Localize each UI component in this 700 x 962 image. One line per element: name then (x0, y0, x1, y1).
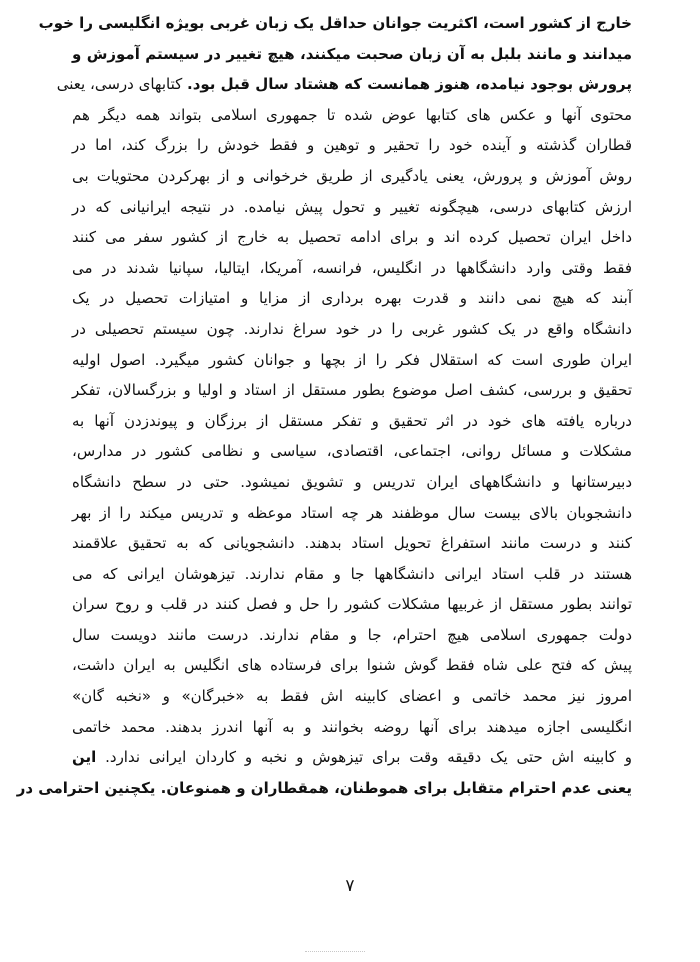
text-line (16, 773, 632, 804)
text-line (56, 69, 632, 100)
normal-text: دانشگاه واقع در یک کشور غربی را در خود سراغ ندارند. چون سیستم تحصیلی در (72, 319, 632, 338)
normal-text: توانند بطور مستقل از غربیها مشکلات کشور را حل و فصل کنند در قلب و روح سران (72, 595, 632, 614)
text-line (72, 100, 632, 131)
text-line (72, 406, 632, 437)
text-line (72, 222, 632, 253)
normal-text: قطاران گذشته و آینده خود را تحقیر و توهین و فقط خودش را بزرگ کند، اما در (72, 136, 632, 155)
text-line (72, 620, 632, 651)
text-line (72, 314, 632, 345)
normal-text: انگلیسی اجازه میدهند برای آنها روضه بخوانند و به آنها اندرز بدهند. محمد خاتمی (72, 717, 632, 736)
normal-text: پیش که فتح علی شاه فقط گوش شنوا برای فرستاده های انگلیس به ایران داشت، (72, 656, 632, 675)
text-line (72, 467, 632, 498)
text-line (38, 8, 632, 39)
text-line (72, 283, 632, 314)
text-line (72, 436, 632, 467)
text-line (72, 130, 632, 161)
normal-text: ایران طوری است که استقلال فکر را از بچها و جوانان کشور میگیرد. اصول اولیه (72, 350, 632, 369)
normal-text: تحقیق و بررسی، کشف اصل موضوع بطور مستقل از استاد و اولیا و بزرگسالان، تفکر (72, 381, 632, 400)
normal-text: ارزش کتابهای درسی، هیچگونه تغییر و تحول پیش نیامده. در نتیجه ایرانیانی که در (72, 197, 632, 216)
body-text (16, 8, 632, 803)
text-line (72, 498, 632, 529)
normal-text: محتوی آنها و عکس های کتابها عوض شده تا جمهوری اسلامی بتواند همه دیگر هم (72, 105, 632, 124)
text-line (72, 528, 632, 559)
bold-text: این (72, 748, 97, 767)
text-line (72, 559, 632, 590)
text-line (72, 253, 632, 284)
bold-text: پرورش بوجود نیامده، هنوز همانست که هشتاد سال قبل بود. (187, 75, 632, 94)
bold-text: یعنی عدم احترام متقابل برای هموطنان، همقطاران و همنوعان. یکچنین احترامی در (16, 778, 632, 797)
normal-text: هستند در قلب استاد ایرانی دانشگاهها جا و مقام ندارند. تیزهوشان ایرانی که می (72, 564, 632, 583)
page-number: ۷ (345, 876, 355, 896)
normal-text: مشکلات و مسائل روانی، اجتماعی، اقتصادی، سیاسی و نظامی کشور در مدارس، (72, 442, 632, 461)
text-line (72, 712, 632, 743)
normal-text: فقط وقتی وارد دانشگاهها در انگلیس، فرانسه، آمریکا، ایتالیا، سپانیا شدند در می (72, 258, 632, 277)
book-page (16, 8, 632, 962)
normal-text: و کابینه اش حتی یک دقیقه وقت برای تیزهوش و نخبه و کاردان ایرانی ندارد. (96, 748, 632, 767)
normal-text: روش آموزش و پرورش، یعنی یادگیری از طریق خرخوانی و از بهرکردن محتویات بی (72, 166, 632, 185)
text-line (72, 345, 632, 376)
text-line (72, 589, 632, 620)
normal-text: آبند که هیچ نمی دانند و قدرت بهره برداری از مزایا و امتیازات تحصیل در یک (72, 289, 632, 308)
normal-text: کنند و درست مانند استفراغ تحویل استاد بدهند. دانشجویانی که به تحقیق علاقمند (72, 534, 632, 553)
text-line (72, 650, 632, 681)
text-line (72, 742, 632, 773)
text-line (72, 39, 632, 70)
normal-text: درباره یافته های خود در اثر تحقیق و تفکر مستقل از برزگان و پیوندزدن آنها به (72, 411, 632, 430)
text-line (72, 192, 632, 223)
text-line (72, 161, 632, 192)
bold-text: خارج از کشور است، اکثریت جوانان حداقل یک زبان غربی بویژه انگلیسی را خوب (38, 14, 632, 32)
normal-text: دولت جمهوری اسلامی هیچ احترام، جا و مقام ندارند. درست مانند دویست سال (72, 625, 632, 644)
normal-text: کتابهای درسی، یعنی (56, 75, 187, 94)
text-line (72, 375, 632, 406)
bold-text: میدانند و مانند بلبل به آن زبان صحبت میکنند، هیچ تغییر در سیستم آموزش و (72, 44, 632, 63)
text-line (72, 681, 632, 712)
normal-text: امروز نیز محمد خاتمی و اعضای کابینه اش فقط به «خبرگان» و «نخبه گان» (72, 687, 632, 706)
normal-text: داخل ایران تحصیل کرده اند و برای ادامه تحصیل به خارج از کشور سفر می کنند (72, 228, 632, 247)
normal-text: دبیرستانها و دانشگاههای ایران تدریس و تشویق نمیشود. حتی در سطح دانشگاه (72, 472, 632, 491)
normal-text: دانشجوبان بالای بیست سال موظفند هر چه استاد موعظه و تدریس میکند را از بهر (72, 503, 632, 522)
scan-artifact-divider (305, 951, 365, 955)
